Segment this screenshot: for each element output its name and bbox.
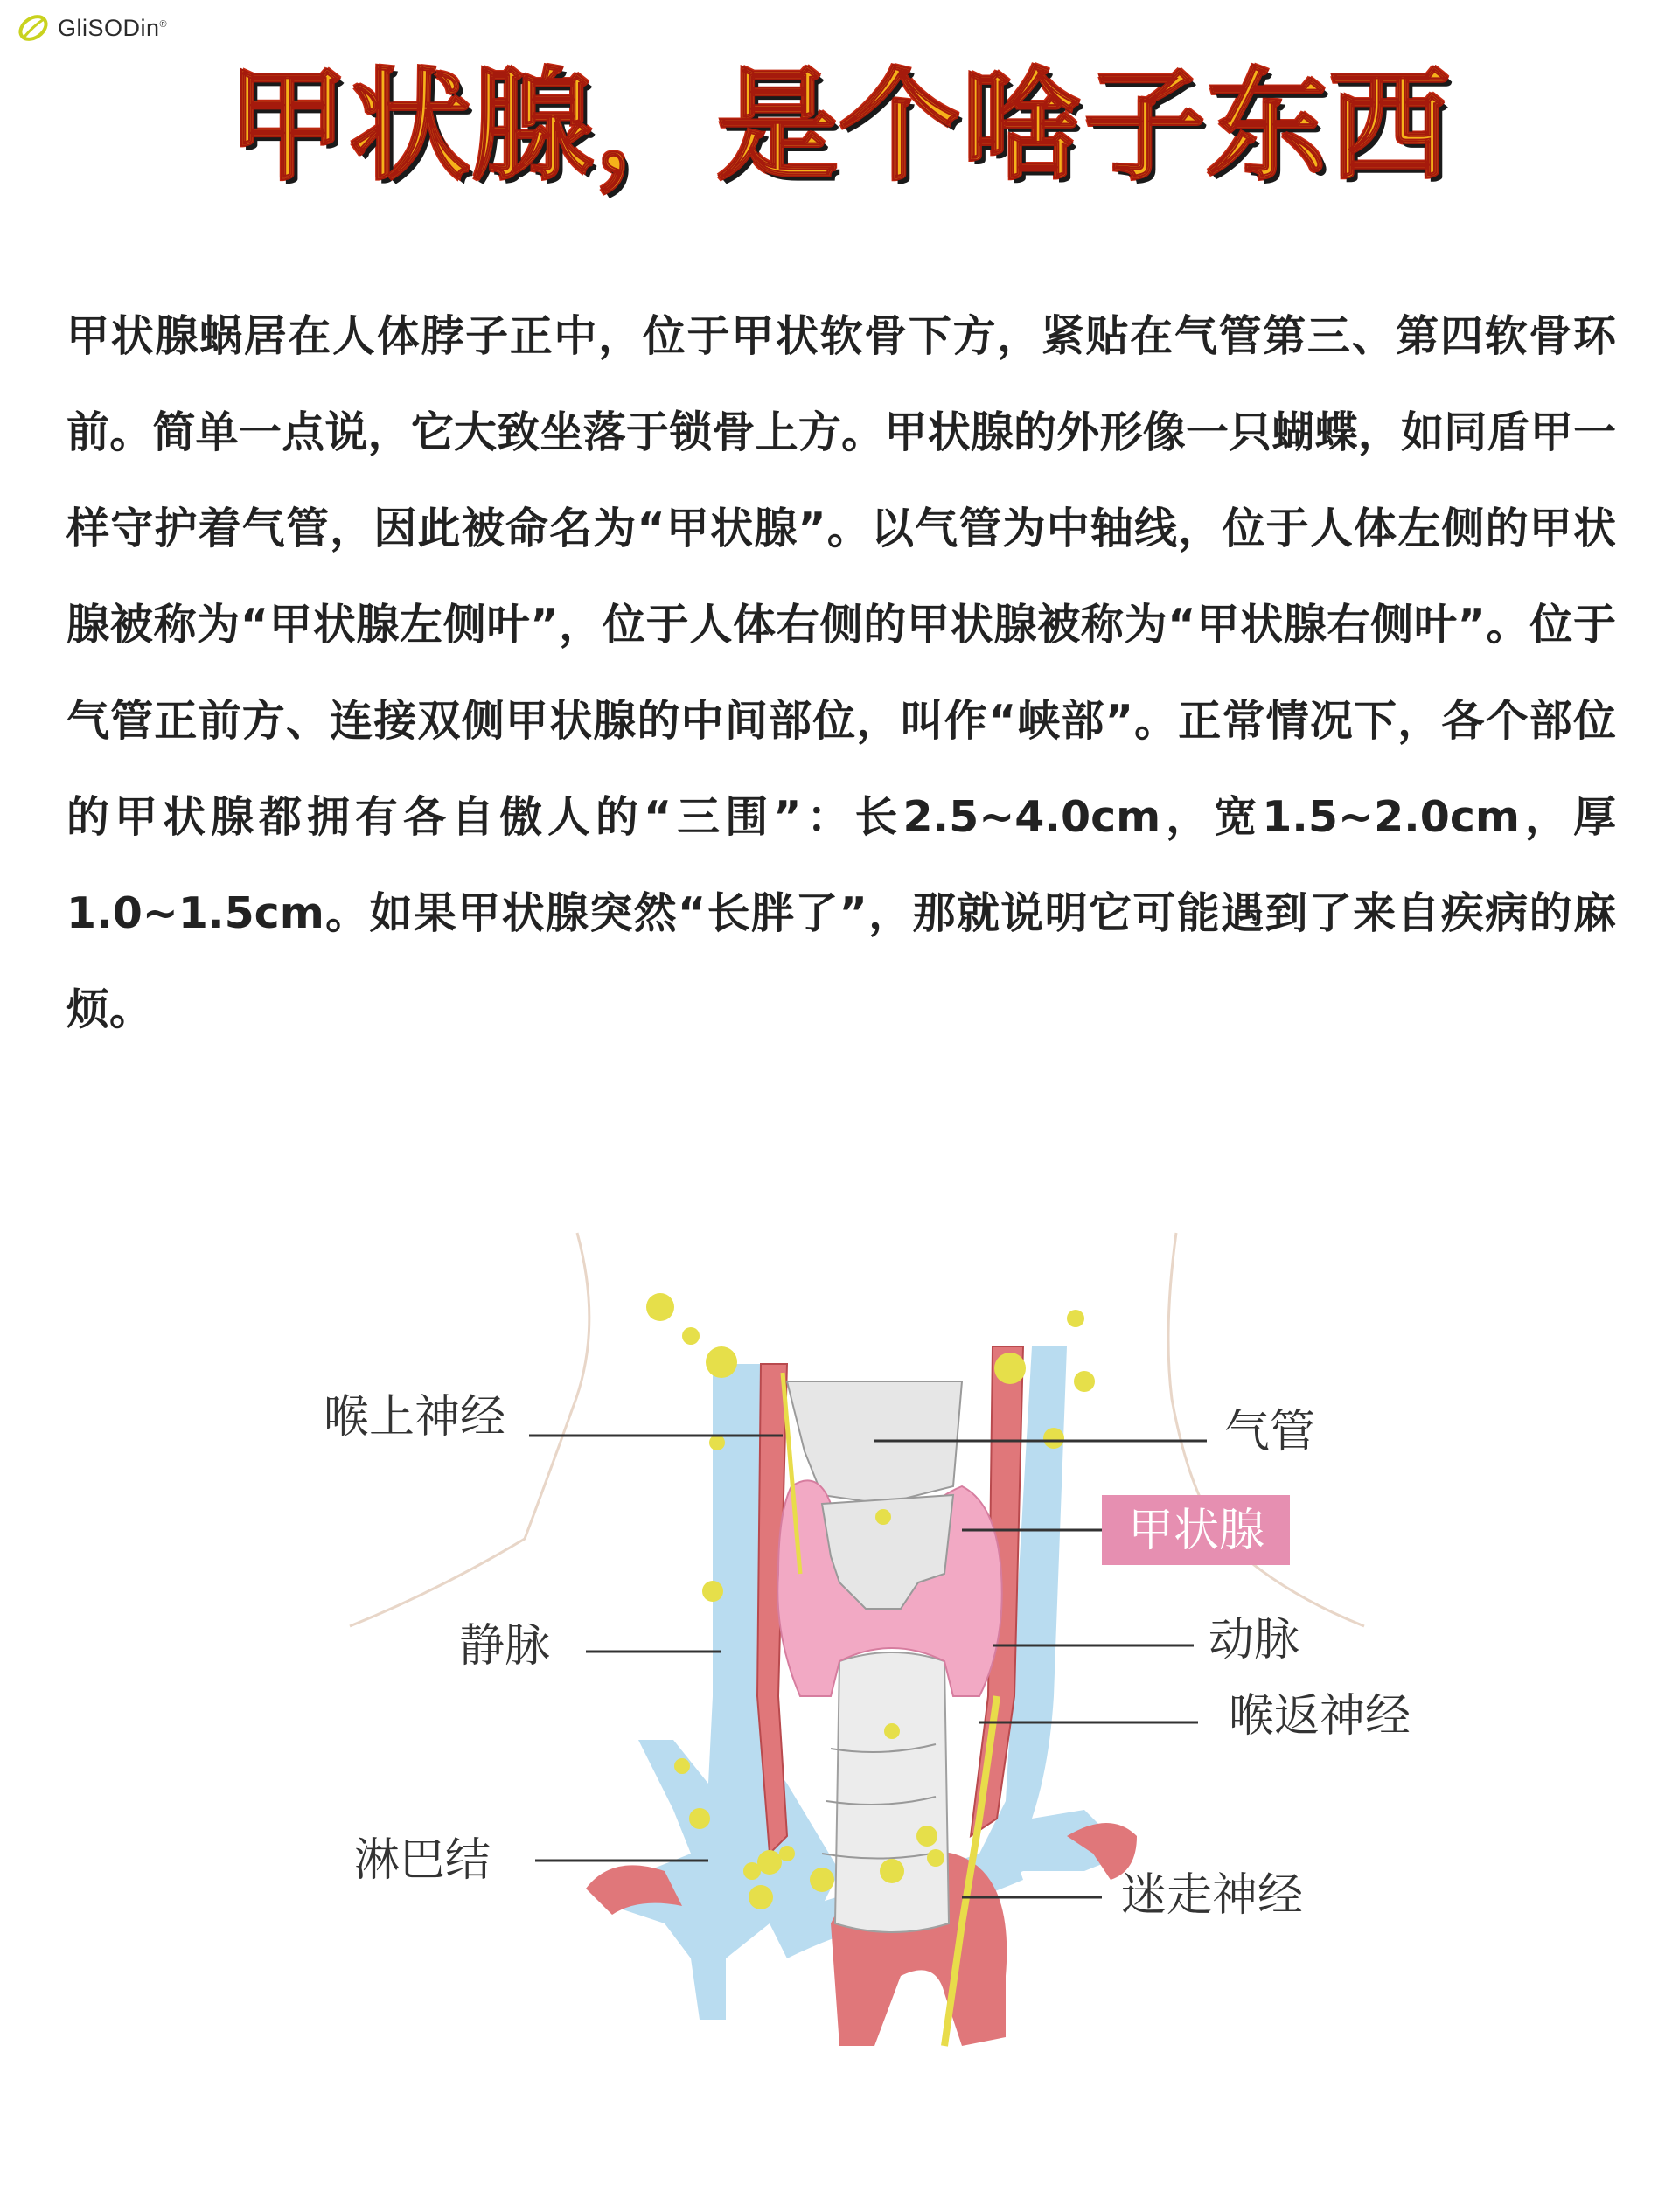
lymph-node xyxy=(1043,1428,1064,1449)
lymph-node xyxy=(994,1353,1026,1384)
label-superior-laryngeal-nerve: 喉上神经 xyxy=(324,1391,506,1443)
lymph-node xyxy=(646,1293,674,1321)
trachea-lower xyxy=(835,1652,949,1932)
lymph-node xyxy=(706,1346,737,1378)
lymph-node xyxy=(884,1723,900,1739)
lymph-node xyxy=(749,1885,773,1909)
lymph-node xyxy=(689,1808,710,1829)
brand-name: GliSODin xyxy=(58,14,160,41)
label-lymph-node: 淋巴结 xyxy=(354,1834,491,1887)
lymph-node xyxy=(916,1826,937,1847)
label-trachea: 气管 xyxy=(1224,1406,1316,1458)
label-vagus-nerve: 迷走神经 xyxy=(1121,1869,1304,1922)
label-vein: 静脉 xyxy=(459,1620,551,1673)
lymph-node xyxy=(702,1581,723,1602)
leaf-icon xyxy=(16,12,51,44)
page-title: 甲状腺，是个啥子东西 xyxy=(226,56,1452,197)
lymph-node xyxy=(1074,1371,1095,1392)
brand-logo xyxy=(16,12,167,44)
lymph-node xyxy=(880,1859,904,1883)
thyroid-anatomy-diagram xyxy=(0,1207,1679,2081)
lymph-node xyxy=(810,1868,834,1892)
intro-paragraph: 甲状腺蜗居在人体脖子正中，位于甲状软骨下方，紧贴在气管第三、第四软骨环前。简单一点说，它大致坐落于锁骨上方。甲状腺的外形像一只蝴蝶，如同盾甲一样守护着气管，因此被命名为“甲状腺”。以气管为中轴线，位于人体左侧的甲状腺被称为“甲状腺左侧叶”，位于人体右侧的甲状腺被称为“甲状腺右侧叶”。位于气管正前方、连接双侧甲状腺的中间部位，叫作“峡部”。正常情况下，各个部位的甲状腺都拥有各自傲人的“三围”：长2.5~4.0cm，宽1.5~2.0cm，厚1.0~1.5cm。如果甲状腺突然“长胖了”，那就说明它可能遇到了来自疾病的麻烦。 xyxy=(66,311,1616,1034)
lymph-node xyxy=(875,1509,891,1525)
lymph-node xyxy=(779,1846,795,1861)
label-thyroid: 甲状腺 xyxy=(1128,1505,1265,1557)
lymph-node xyxy=(927,1849,944,1867)
label-artery: 动脉 xyxy=(1209,1614,1300,1666)
lymph-node xyxy=(757,1850,782,1875)
lymph-node xyxy=(709,1435,725,1450)
label-recurrent-laryngeal-nerve: 喉返神经 xyxy=(1229,1690,1411,1742)
lymph-node xyxy=(682,1327,700,1345)
lymph-node xyxy=(674,1758,690,1774)
lymph-node xyxy=(1067,1310,1084,1327)
brand-registered-mark: ® xyxy=(159,18,168,30)
